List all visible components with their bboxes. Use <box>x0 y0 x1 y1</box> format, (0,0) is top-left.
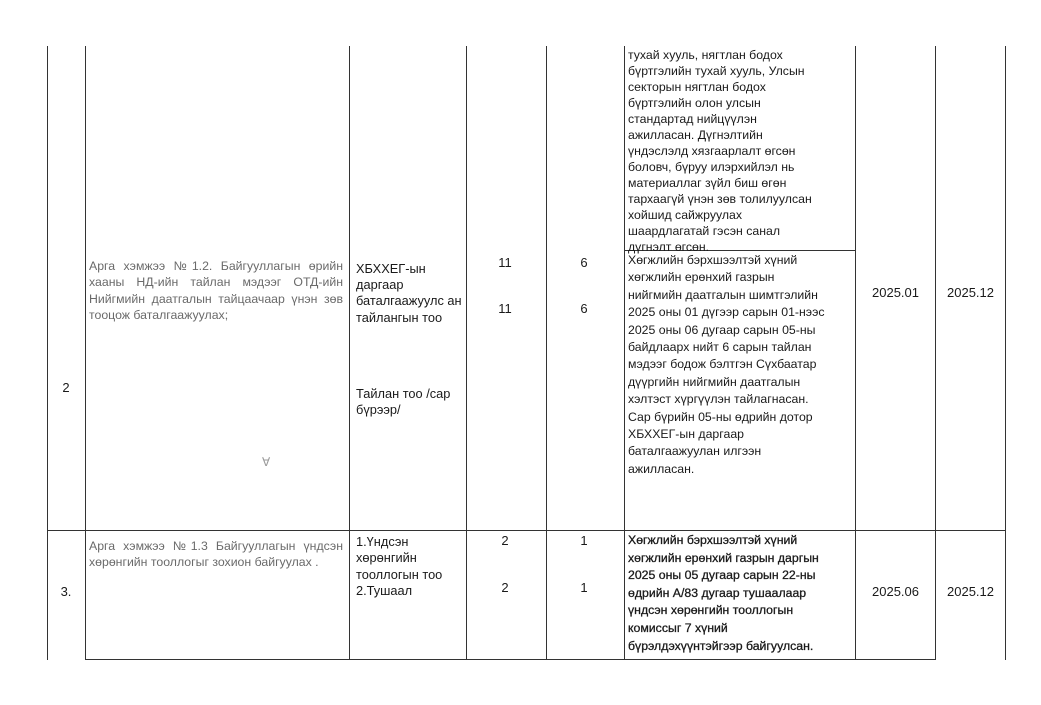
end-date: 2025.12 <box>947 584 994 599</box>
stray-mark: ∀ <box>262 455 271 469</box>
baseline-value: 11 <box>498 301 512 316</box>
indicator-text: 1.Үндсэн хөрөнгийн тооллогын тоо 2.Тушаал <box>356 534 443 598</box>
target-value: 6 <box>580 255 588 270</box>
table-border-left <box>47 46 48 660</box>
result-text-continuation: тухай хууль, нягтлан бодох бүртгэлийн тухай хууль, Улсын секторын нягтлан бодох бүртгэлийн олон улсын стандартад нийцүүлэн ажилласан. Дүгнэлтийн үндэслэлд хязгаарлалт өгсөн боловч, бүруу илэрхийлэл нь материаллаг зүйл биш өгөн тархаагүй үнэн зөв толилуулсан хойшид сайжруулах шаардлагатай гэсэн санал дүгнэлт өгсөн. <box>628 48 812 254</box>
table-column-divider <box>546 46 547 660</box>
measure-text: Арга хэмжээ №1.3 Байгууллагын үндсэн хөрөнгийн тооллогыг зохион байгуулах . <box>89 539 343 570</box>
table-column-divider <box>855 46 856 660</box>
end-date: 2025.12 <box>947 285 994 300</box>
start-date: 2025.06 <box>872 584 919 599</box>
row-number: 2 <box>62 380 70 395</box>
result-text: Хөгжлийн бэрхшээлтэй хүний хөгжлийн ерөнхий газрын даргын 2025 оны 05 дугаар сарын 22-ны өдрийн А/83 дугаар тушаалаар үндсэн хөрөнгийн тооллогын комиссыг 7 хүний бүрэлдэхүүнтэйгээр байгуулсан. <box>628 533 819 653</box>
table-column-divider <box>624 46 625 660</box>
target-value: 6 <box>580 301 588 316</box>
row-divider <box>47 530 1005 531</box>
baseline-value: 2 <box>501 580 509 595</box>
table-border-right <box>1005 46 1006 660</box>
table-column-divider <box>466 46 467 660</box>
table-column-divider <box>935 46 936 660</box>
indicator-text: ХБХХЕГ-ын даргаар баталгаажуулс ан тайлангын тоо <box>356 261 462 325</box>
table-column-divider <box>349 46 350 660</box>
target-value: 1 <box>580 533 588 548</box>
target-value: 1 <box>580 580 588 595</box>
result-text: Хөгжлийн бэрхшээлтэй хүний хөгжлийн ерөнхий газрын нийгмийн даатгалын шимтгэлийн 2025 оны 01 дүгээр сарын 01-нээс 2025 оны 06 дугаар сарын 05-ны байдлаарх нийт 6 сарын тайлан мэдээг бодож бэлтгэн Сүхбаатар дүүргийн нийгмийн даатгалын хэлтэст хүргүүлэн тайлагнасан. Сар бүрийн 05-ны өдрийн дотор ХБХХЕГ-ын даргаар баталгаажуулан илгээн ажилласан. <box>628 253 825 476</box>
table-column-divider <box>85 46 86 660</box>
baseline-value: 2 <box>501 533 509 548</box>
row-number: 3. <box>60 584 72 599</box>
measure-text: Арга хэмжээ №1.2. Байгууллагын өрийн хааны НД-ийн тайлан мэдээг ОТД-ийн Нийгмийн даатгалын тайцаачаар үнэн зөв тооцож баталгаажуулах; <box>89 259 343 323</box>
indicator-text: Тайлан тоо /сар бүрээр/ <box>356 386 451 418</box>
table-border-bottom <box>85 659 935 660</box>
start-date: 2025.01 <box>872 285 919 300</box>
baseline-value: 11 <box>498 255 512 270</box>
